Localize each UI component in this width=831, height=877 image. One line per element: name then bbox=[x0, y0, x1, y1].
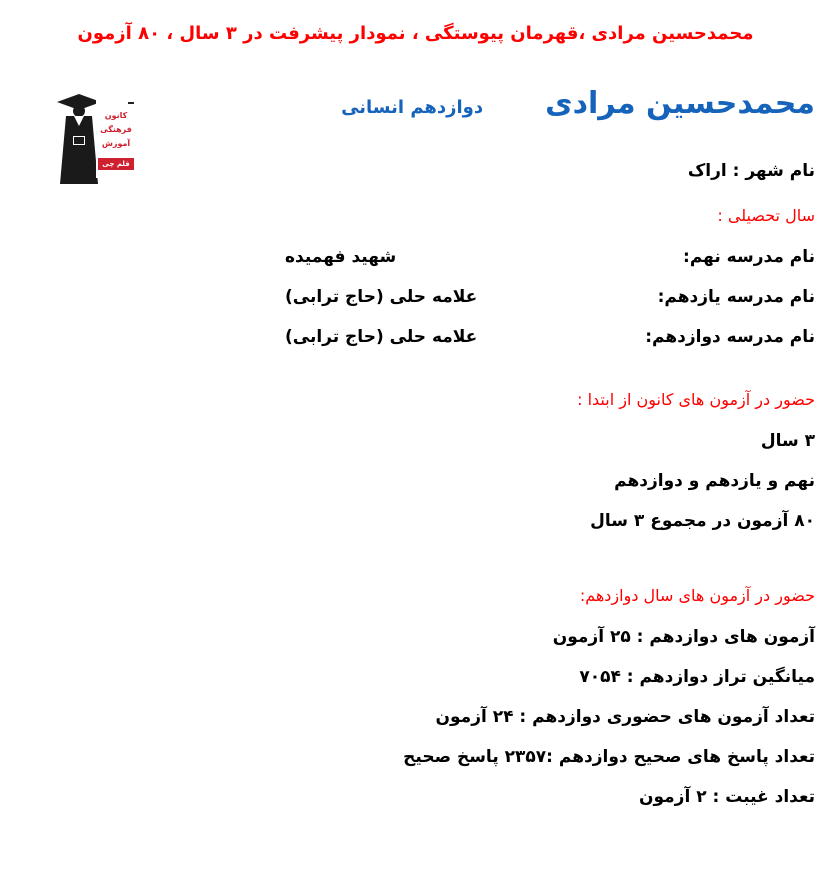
attendance-total-exams: ۸۰ آزمون در مجموع ۳ سال bbox=[590, 511, 815, 531]
kanoon-logo bbox=[56, 94, 136, 186]
school-value: علامه حلی (حاج ترابی) bbox=[285, 287, 478, 307]
logo-text-line: فرهنگی bbox=[100, 125, 132, 134]
school-label: نام مدرسه دوازدهم: bbox=[645, 327, 815, 347]
attendance-total-heading: حضور در آزمون های کانون از ابتدا : bbox=[577, 390, 815, 409]
student-grade-major: دوازدهم انسانی bbox=[341, 97, 484, 118]
attendance-twelfth-heading: حضور در آزمون های سال دوازدهم: bbox=[579, 586, 815, 605]
twelfth-inperson-exams: تعداد آزمون های حضوری دوازدهم : ۲۴ آزمون bbox=[435, 707, 815, 727]
report-page bbox=[0, 20, 831, 877]
page-title: محمدحسین مرادی ،قهرمان پیوستگی ، نمودار پیشرفت در ۳ سال ، ۸۰ آزمون bbox=[77, 23, 754, 44]
school-row-twelfth bbox=[285, 324, 815, 350]
school-row-ninth bbox=[285, 244, 815, 270]
logo-board bbox=[96, 100, 136, 178]
twelfth-absences: تعداد غیبت : ۲ آزمون bbox=[638, 787, 815, 807]
academic-year-label: سال تحصیلی : bbox=[717, 206, 815, 225]
student-name: محمدحسین مرادی bbox=[545, 86, 815, 121]
twelfth-correct-answers: تعداد پاسخ های صحیح دوازدهم :۲۳۵۷ پاسخ صحیح bbox=[403, 747, 815, 767]
school-value: شهید فهمیده bbox=[285, 247, 397, 267]
school-label: نام مدرسه یازدهم: bbox=[657, 287, 815, 307]
city-line: نام شهر : اراک bbox=[687, 161, 815, 181]
twelfth-exam-count: آزمون های دوازدهم : ۲۵ آزمون bbox=[552, 627, 815, 647]
school-label: نام مدرسه نهم: bbox=[683, 247, 815, 267]
attendance-total-grades: نهم و یازدهم و دوازدهم bbox=[614, 471, 815, 491]
logo-badge: قلم چی bbox=[98, 158, 134, 170]
logo-text-line: کانون bbox=[104, 111, 128, 120]
attendance-total-years: ۳ سال bbox=[760, 431, 815, 451]
logo-text-line: آموزش bbox=[101, 139, 131, 148]
report-body bbox=[0, 158, 831, 810]
school-value: علامه حلی (حاج ترابی) bbox=[285, 327, 478, 347]
school-row-eleventh bbox=[285, 284, 815, 310]
twelfth-average-score: میانگین تراز دوازدهم : ۷۰۵۴ bbox=[579, 667, 815, 687]
